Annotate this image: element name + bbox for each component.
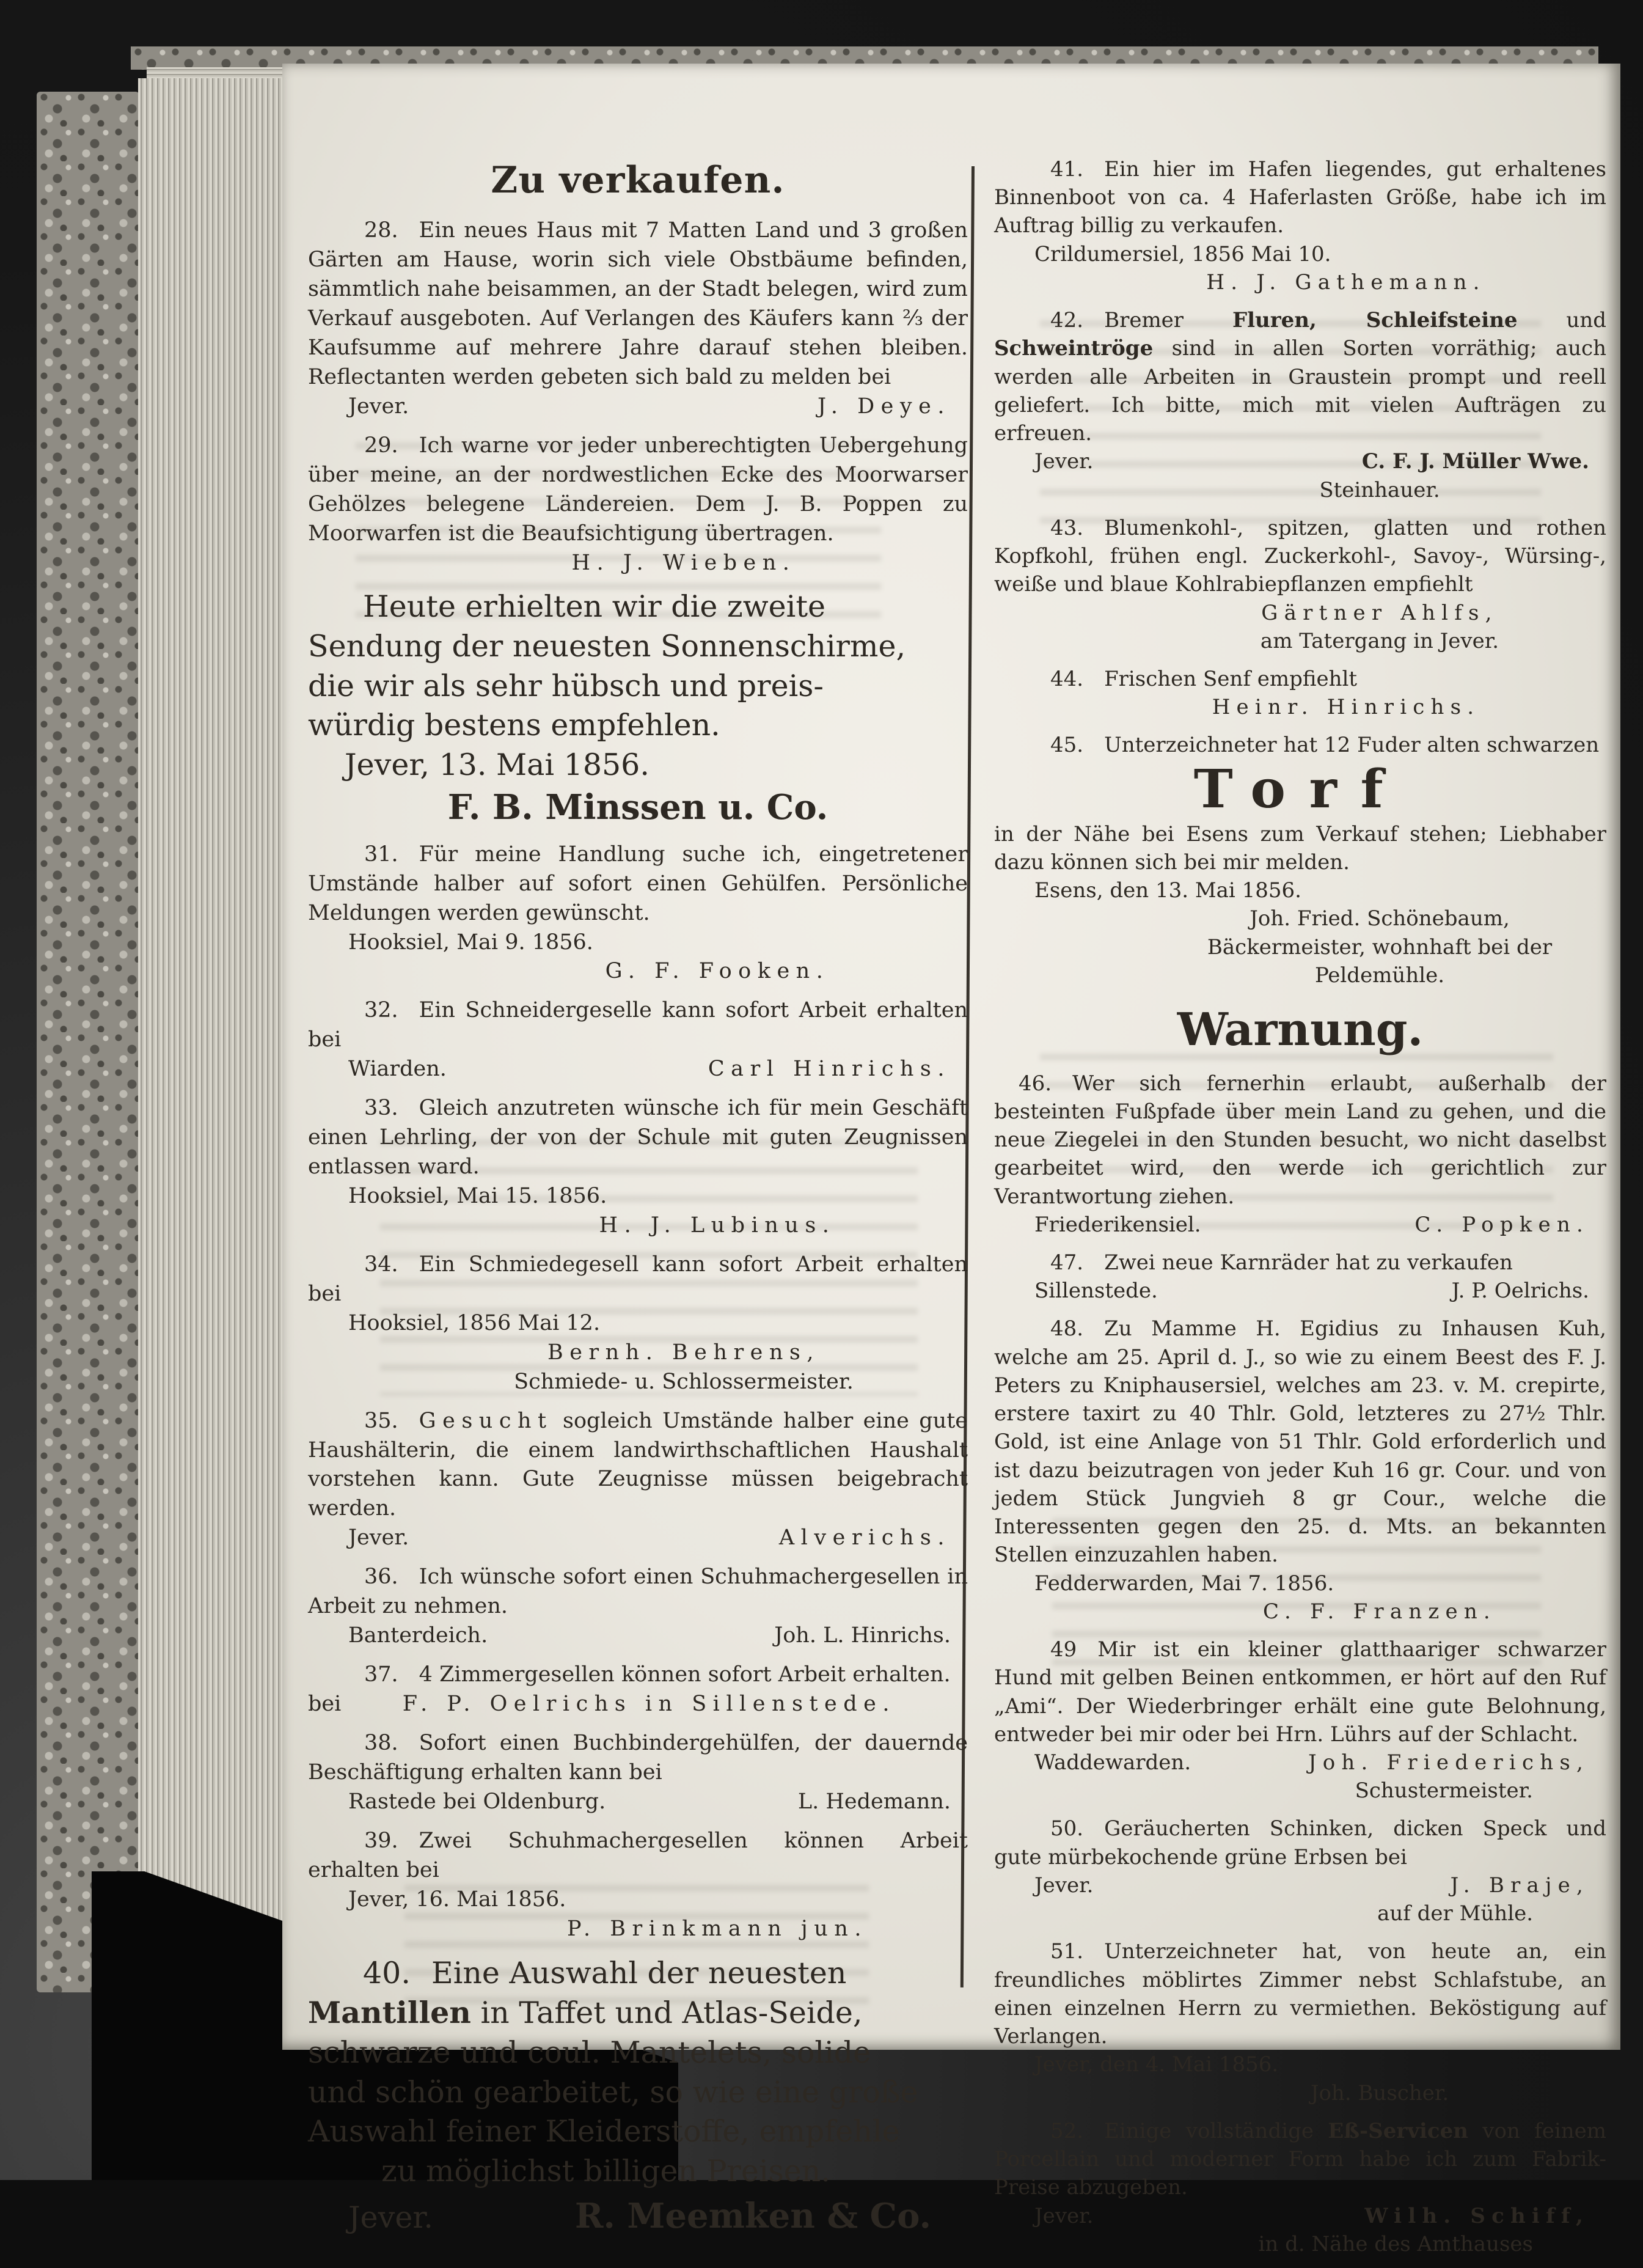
ad-body-bold: Schweintröge [994, 336, 1154, 361]
ad-49 [994, 1635, 1606, 1805]
signature-name: Gärtner Ahlfs, [1261, 600, 1498, 625]
ad-43 [994, 514, 1606, 655]
ad-line: Eine Auswahl der neuesten [431, 1955, 847, 1991]
ad-number: 36. [364, 1565, 398, 1590]
ad-body: Frischen Senf empfiehlt [1104, 666, 1358, 691]
ad-line: Auswahl feiner Kleiderstoffe, empfehle [308, 2114, 900, 2149]
ad-number: 46. [1019, 1071, 1052, 1096]
ad-body: Bremer [1104, 308, 1232, 333]
ad-number: 41. [1050, 157, 1084, 182]
ad-number: 47. [1050, 1250, 1084, 1275]
ad-line: in Taffet und Atlas-Seide, [470, 1995, 863, 2031]
ad-body: Ich warne vor jeder unberechtigten Uebergehung über meine, an der nordwestlichen Ecke des Moorwarser Gehölzes belegene Ländereien. Dem J. B. Poppen zu Moorwarfen ist die Beaufsichtigung übertragen. [308, 433, 968, 546]
signature-name: Joh. L. Hinrichs. [774, 1623, 951, 1648]
ad-body: Für meine Handlung suche ich, eingetretener Umstände halber auf sofort einen Gehülfen. Persönliche Meldungen werden gewünscht. [308, 842, 968, 925]
signature-title: Steinhauer. [1319, 477, 1440, 502]
signature-address: auf der Mühle. [1377, 1901, 1533, 1926]
signature-name: H. J. Lubinus. [599, 1213, 836, 1238]
ad-40-mantillen [308, 1954, 968, 2239]
right-column [994, 155, 1606, 2268]
signature-name: Wilh. Schiff, [1364, 2203, 1589, 2228]
ad-52 [994, 2117, 1606, 2258]
signature-name: Heinr. Hinrichs. [1212, 695, 1480, 720]
ad-body: Ein Schmiedegesell kann sofort Arbeit erhalten bei [308, 1252, 968, 1306]
ad-body-bold: Fluren, Schleifsteine [1232, 308, 1518, 333]
signature-title: Schustermeister. [1355, 1778, 1533, 1804]
signature-name: L. Hedemann. [797, 1789, 951, 1814]
ad-dateline: Fedderwarden, Mai 7. 1856. [1034, 1571, 1334, 1596]
ad-number: 49 [1050, 1637, 1077, 1662]
ad-51 [994, 1937, 1606, 2107]
ad-body: Gleich anzutreten wünsche ich für mein Geschäft einen Lehrling, der von der Schule mit guten Zeugnissen entlassen ward. [308, 1096, 968, 1180]
ad-39 [308, 1827, 968, 1944]
signature-place: Jever. [348, 2200, 433, 2235]
signature-place: Sillenstede. [1034, 1279, 1158, 1304]
signature-place: Jever. [1034, 1873, 1094, 1898]
ad-36 [308, 1563, 968, 1651]
signature-place: Jever. [348, 1525, 409, 1551]
signature-name: C. F. Franzen. [1263, 1599, 1496, 1624]
ad-line: Sendung der neuesten Sonnenschirme, [308, 629, 906, 664]
ad-line: schwarze und coul. Mantelets, solide [308, 2035, 871, 2070]
ad-32 [308, 996, 968, 1084]
ad-44 [994, 665, 1606, 721]
ad-number: 40. [363, 1955, 411, 1991]
ad-number: 52. [1050, 2118, 1084, 2143]
ad-body: Geräucherten Schinken, dicken Speck und gute mürbekochende grüne Erbsen bei [994, 1816, 1606, 1870]
left-column [308, 155, 968, 2248]
ad-47 [994, 1249, 1606, 1305]
signature-place: Jever. [348, 394, 409, 419]
ad-number: 28. [364, 218, 398, 243]
signature-name: J. Braje, [1450, 1873, 1589, 1898]
ad-number: 50. [1050, 1816, 1084, 1841]
ad-dateline: Jever, den 4. Mai 1856. [1034, 2052, 1279, 2077]
ad-35 [308, 1407, 968, 1554]
ad-dateline: Jever, 13. Mai 1856. [345, 747, 650, 783]
ad-number: 32. [364, 998, 398, 1023]
ad-line: würdig bestens empfehlen. [308, 708, 720, 743]
ad-body: 4 Zimmergesellen können sofort Arbeit erhalten. [419, 1662, 951, 1687]
signature-place: Rastede bei Oldenburg. [348, 1789, 606, 1814]
ad-dateline: Crildumersiel, 1856 Mai 10. [1034, 241, 1331, 266]
ad-number: 44. [1050, 666, 1084, 691]
ad-body: Zu Mamme H. Egidius zu Inhausen Kuh, welche am 25. April d. J., so wie zu einem Beest des F. J. Peters zu Kniphausersiel, welches am 23. v. M. crepirte, erstere taxirt zu 40 Thlr. Gold, letzteres zu 27½ Thlr. Gold, ist eine Anlage von 51 Thlr. Gold erforderlich und ist dazu beizutragen von jeder Kuh 16 gr. Cour. und von jedem Stück Jungvieh 8 gr Cour., welche die Interessenten gegen den 25. d. Mts. an bekannten Stellen einzuzahlen haben. [994, 1316, 1606, 1568]
signature-name: Joh. Friederichs, [1308, 1750, 1589, 1775]
ad-31 [308, 840, 968, 987]
signature-place: Banterdeich. [348, 1623, 488, 1648]
ad-line: zu möglichst billigen Preisen. [381, 2153, 830, 2189]
ad-body: Ich wünsche sofort einen Schuhmachergesellen in Arbeit zu nehmen. [308, 1565, 968, 1619]
ad-body: Mir ist ein kleiner glatthaariger schwarzer Hund mit gelben Beinen entkommen, er hört auf den Ruf „Ami“. Der Wiederbringer erhält eine gute Belohnung, entweder bei mir oder bei Hrn. Lührs auf der Schlacht. [994, 1637, 1606, 1747]
section-heading-zu-verkaufen: Zu verkaufen. [491, 159, 785, 202]
ad-body-emphasis: Gesucht [419, 1408, 553, 1433]
signature-name: J. Deye. [818, 394, 951, 419]
ad-number: 48. [1050, 1316, 1084, 1341]
ad-number: 37. [364, 1662, 398, 1687]
ad-body: Ein hier im Hafen liegendes, gut erhaltenes Binnenboot von ca. 4 Haferlasten Größe, habe ich im Auftrag billig zu verkaufen. [994, 157, 1606, 238]
book-cover-edge-left [37, 92, 139, 1992]
ad-41 [994, 155, 1606, 296]
ad-body: in der Nähe bei Esens zum Verkauf stehen; Liebhaber dazu können sich bei mir melden. [994, 821, 1606, 875]
section-heading-warnung: Warnung. [1177, 1003, 1424, 1056]
ad-body-bold: Eß-Servicen [1328, 2118, 1468, 2143]
ad-30-sonnenschirme [308, 587, 968, 830]
ad-body: Sofort einen Buchbindergehülfen, der dauernde Beschäftigung erhalten kann bei [308, 1730, 968, 1785]
signature-place: Friederikensiel. [1034, 1212, 1201, 1237]
signature-name: G. F. Fooken. [605, 959, 830, 984]
ad-number: 42. [1050, 308, 1084, 333]
ad-body: Zwei neue Karnräder hat zu verkaufen [1104, 1250, 1513, 1275]
ad-34 [308, 1250, 968, 1397]
signature-name: C. F. J. Müller Wwe. [1361, 449, 1589, 474]
ad-body: von feinem Porcellain und moderner Form habe ich zum Fabrik-Preise abzugeben. [994, 2118, 1606, 2200]
signature-name: F. P. Oelrichs in Sillenstede. [402, 1692, 896, 1717]
signature-place: Jever. [1034, 2203, 1094, 2228]
ad-28 [308, 216, 968, 422]
ad-body: Zwei Schuhmachergesellen können Arbeit erhalten bei [308, 1828, 968, 1882]
newspaper-page [282, 64, 1620, 2256]
ad-dateline: Jever, 16. Mai 1856. [348, 1887, 566, 1912]
signature-name: H. J. Gathemann. [1206, 270, 1486, 295]
ad-body: Unterzeichneter hat 12 Fuder alten schwarzen [1104, 733, 1600, 758]
ad-48 [994, 1315, 1606, 1626]
ad-body: Blumenkohl-, spitzen, glatten und rothen Kopfkohl, frühen engl. Zuckerkohl-, Savoy-, Würsing-, weiße und blaue Kohlrabiepflanzen empfiehlt [994, 515, 1606, 597]
signature-place: Wiarden. [348, 1057, 447, 1082]
signature-address: in d. Nähe des Amthauses [1258, 2231, 1533, 2256]
ad-body: Unterzeichneter hat, von heute an, ein freundliches möblirtes Zimmer nebst Schlafstube, an einen einzelnen Herrn zu vermiethen. Beköstigung auf Verlangen. [994, 1939, 1606, 2049]
ad-number: 39. [364, 1828, 398, 1853]
signature-name: Alverichs. [778, 1525, 951, 1551]
ad-body: Wer sich fernerhin erlaubt, außerhalb der besteinten Fußpfade über mein Land zu gehen, und die neue Ziegelei in den Stunden besucht, wo nicht daselbst gearbeitet wird, den werde ich gerichtlich zur Verantwortung ziehen. [994, 1071, 1606, 1209]
signature-name: Joh. Buscher. [1310, 2080, 1449, 2105]
ad-body: und [1517, 308, 1606, 333]
page-stack-fore-edge [138, 78, 288, 2031]
ad-33 [308, 1094, 968, 1241]
ad-number: 31. [364, 842, 398, 867]
ad-line: Heute erhielten wir die zweite [363, 589, 826, 625]
signature-name: H. J. Wieben. [571, 550, 796, 575]
signature-place: Jever. [1034, 449, 1094, 474]
ad-number: 29. [364, 433, 398, 458]
signature-name: Joh. Fried. Schönebaum, [1250, 906, 1510, 931]
ad-29 [308, 431, 968, 578]
firm-name: R. Meemken & Co. [574, 2195, 931, 2236]
ad-line-bold: Mantillen [308, 1995, 471, 2031]
ad-dateline: Hooksiel, Mai 15. 1856. [348, 1184, 607, 1209]
signature-name: Carl Hinrichs. [708, 1057, 951, 1082]
ad-42 [994, 306, 1606, 504]
signature-name: J. P. Oelrichs. [1451, 1279, 1589, 1304]
signature-place: bei [308, 1692, 342, 1717]
ad-37 [308, 1661, 968, 1719]
ad-body: Einige vollständige [1104, 2118, 1328, 2143]
firm-name: F. B. Minssen u. Co. [447, 787, 829, 828]
signature-name: C. Popken. [1414, 1212, 1589, 1237]
ad-dateline: Hooksiel, 1856 Mai 12. [348, 1310, 601, 1335]
ad-number: 35. [364, 1408, 398, 1433]
signature-address: am Tatergang in Jever. [1260, 628, 1499, 653]
ad-body: Ein neues Haus mit 7 Matten Land und 3 großen Gärten am Hause, worin sich viele Obstbäume befinden, sämmtlich nahe beisammen, an der Stadt belegen, wird zum Verkauf ausgeboten. Auf Verlangen des Käufers kann ⅔ der Kaufsumme auf mehrere Jahre darauf stehen bleiben. Reflectanten werden gebeten sich bald zu melden bei [308, 218, 968, 389]
ad-line: und schön gearbeitet, so wie eine große [308, 2074, 918, 2110]
ad-number: 51. [1050, 1939, 1084, 1964]
ad-dateline: Hooksiel, Mai 9. 1856. [348, 930, 593, 955]
signature-title: Bäckermeister, wohnhaft bei der Peldemühle. [1207, 934, 1553, 988]
ad-body: sogleich Umstände halber eine gute Haushälterin, die einem landwirthschaftlichen Haushalt vorstehen kann. Gute Zeugnisse müssen beigebracht werden. [308, 1408, 968, 1521]
ad-45-torf [994, 731, 1606, 989]
signature-title: Schmiede- u. Schlossermeister. [514, 1369, 854, 1394]
ad-number: 33. [364, 1096, 398, 1121]
ad-dateline: Esens, den 13. Mai 1856. [1034, 878, 1301, 903]
ad-line: die wir als sehr hübsch und preis- [308, 668, 824, 703]
signature-name: Bernh. Behrens, [547, 1340, 821, 1365]
ad-number: 38. [364, 1730, 398, 1755]
ad-46 [994, 1070, 1606, 1239]
ad-38 [308, 1729, 968, 1817]
ad-body: Ein Schneidergeselle kann sofort Arbeit erhalten bei [308, 998, 968, 1052]
ad-number: 34. [364, 1252, 398, 1277]
signature-name: P. Brinkmann jun. [567, 1916, 868, 1941]
ad-body: sind in allen Sorten vorräthig; auch werden alle Arbeiten in Graustein prompt und reell geliefert. Ich bitte, mich mit vielen Aufträgen zu erfreuen. [994, 336, 1606, 446]
ad-display-word-torf: Torf [1193, 758, 1407, 820]
signature-place: Waddewarden. [1034, 1750, 1191, 1775]
ad-number: 45. [1050, 733, 1084, 758]
ad-number: 43. [1050, 515, 1084, 540]
ad-50 [994, 1815, 1606, 1928]
